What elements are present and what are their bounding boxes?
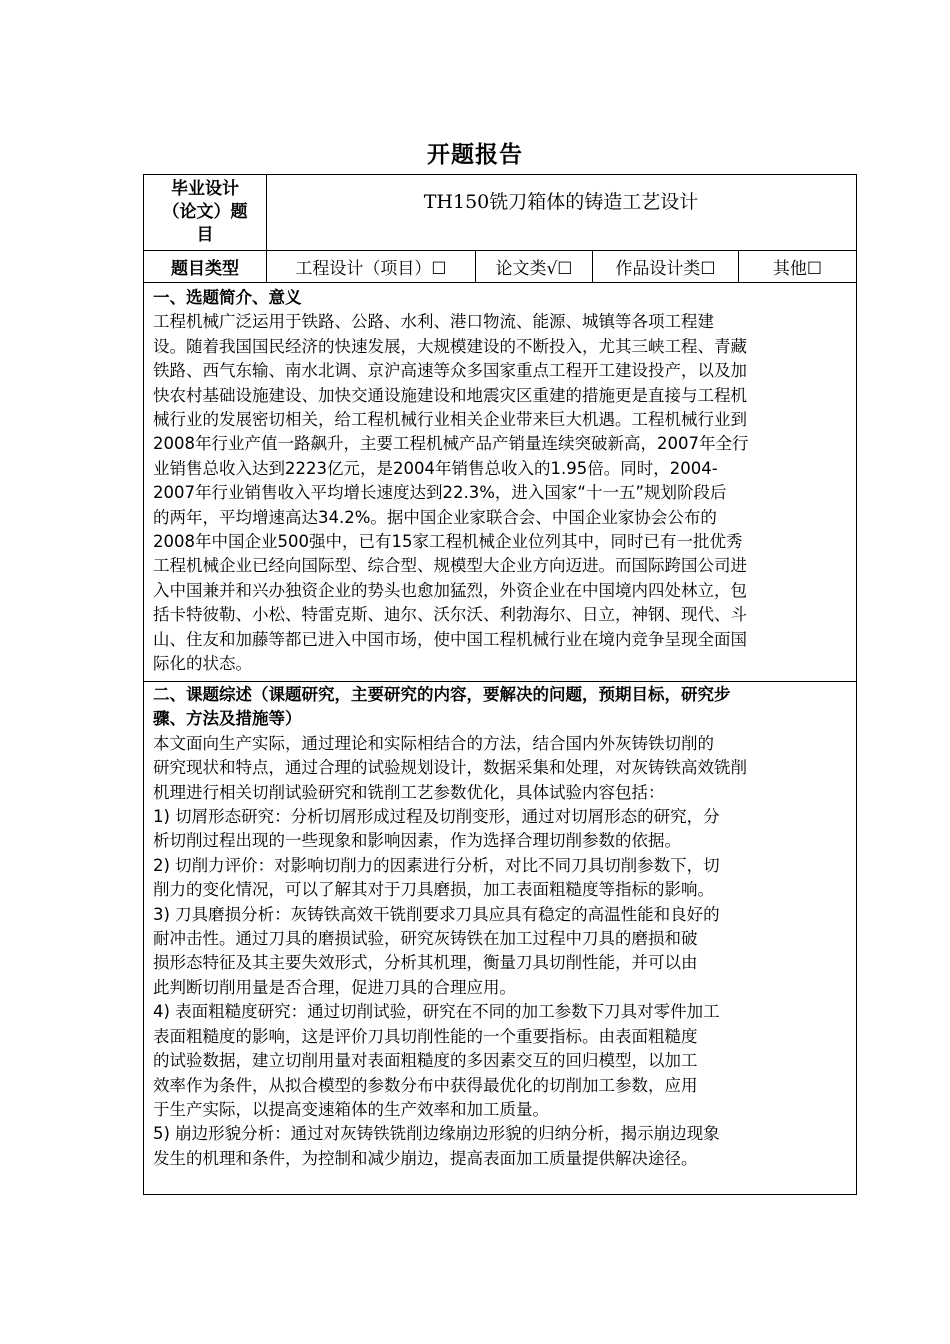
paragraph-line: 业销售总收入达到2223亿元，是2004年销售总收入的1.95倍。同时，2004-	[153, 458, 718, 478]
paragraph-line: 快农村基础设施建设、加快交通设施建设和地震灾区重建的措施更是直接与工程机	[153, 385, 747, 405]
paragraph-line: 的两年，平均增速高达34.2%。据中国企业家联合会、中国企业家协会公布的	[153, 507, 717, 527]
page-title: 开题报告	[427, 142, 523, 168]
paragraph-line: 耐冲击性。通过刀具的磨损试验，研究灰铸铁在加工过程中刀具的磨损和破	[153, 929, 698, 949]
paragraph-line: 发生的机理和条件，为控制和减少崩边，提高表面加工质量提供解决途径。	[153, 1148, 698, 1168]
paragraph-line: 铁路、西气东输、南水北调、京沪高速等众多国家重点工程开工建设投产，以及加	[153, 361, 747, 381]
paragraph-line: 2) 切削力评价：对影响切削力的因素进行分析，对比不同刀具切削参数下，切	[153, 855, 720, 875]
row-divider	[144, 681, 856, 682]
title-label	[144, 175, 266, 250]
title-label-line: 目	[196, 225, 214, 245]
paragraph-line: 此判断切削用量是否合理，促进刀具的合理应用。	[153, 977, 516, 997]
paragraph-line: 工程机械企业已经向国际型、综合型、规模型大企业方向迈进。而国际跨国公司进	[153, 556, 747, 576]
section-heading: 骤、方法及措施等）	[153, 709, 302, 729]
type-option-thesis[interactable]: 论文类√☐	[495, 258, 573, 279]
paragraph-line: 效率作为条件，从拟合模型的参数分布中获得最优化的切削加工参数，应用	[153, 1075, 698, 1095]
paragraph-line: 表面粗糙度的影响，这是评价刀具切削性能的一个重要指标。由表面粗糙度	[153, 1026, 698, 1046]
section-heading: 一、选题简介、意义	[153, 288, 302, 307]
paragraph-line: 工程机械广泛运用于铁路、公路、水利、港口物流、能源、城镇等各项工程建	[153, 312, 714, 332]
paragraph-line: 损形态特征及其主要失效形式，分析其机理，衡量刀具切削性能，并可以由	[153, 953, 698, 973]
paragraph-line: 研究现状和特点，通过合理的试验规划设计，数据采集和处理，对灰铸铁高效铣削	[153, 758, 747, 778]
paragraph-line: 的试验数据，建立切削用量对表面粗糙度的多因素交互的回归模型，以加工	[153, 1051, 698, 1071]
paragraph-line: 5) 崩边形貌分析：通过对灰铸铁铣削边缘崩边形貌的归纳分析，揭示崩边现象	[153, 1124, 720, 1144]
type-option-engineering[interactable]: 工程设计（项目）☐	[295, 258, 447, 279]
section-overview	[144, 683, 856, 1171]
paragraph-line: 1) 切屑形态研究：分析切屑形成过程及切削变形，通过对切屑形态的研究，分	[153, 807, 720, 827]
title-label-line: （论文）题	[162, 202, 248, 222]
type-label: 题目类型	[171, 258, 239, 279]
type-option-other[interactable]: 其他☐	[772, 258, 823, 279]
paragraph-line: 3) 刀具磨损分析：灰铸铁高效干铣削要求刀具应具有稳定的高温性能和良好的	[153, 904, 720, 924]
paragraph-line: 4) 表面粗糙度研究：通过切削试验，研究在不同的加工参数下刀具对零件加工	[153, 1002, 720, 1022]
type-option-work-design[interactable]: 作品设计类☐	[615, 258, 716, 279]
row-divider	[144, 282, 856, 283]
paragraph-line: 入中国兼并和兴办独资企业的势头也愈加猛烈，外资企业在中国境内四处林立，包	[153, 580, 747, 600]
paragraph-line: 削力的变化情况，可以了解其对于刀具磨损，加工表面粗糙度等指标的影响。	[153, 880, 714, 900]
title-label-line: 毕业设计	[171, 179, 239, 199]
paragraph-line: 析切削过程出现的一些现象和影响因素，作为选择合理切削参数的依据。	[153, 831, 681, 851]
thesis-title: TH150铣刀箱体的铸造工艺设计	[423, 191, 699, 213]
section-heading: 二、课题综述（课题研究，主要研究的内容，要解决的问题，预期目标，研究步	[153, 685, 731, 704]
paragraph-line: 械行业的发展密切相关，给工程机械行业相关企业带来巨大机遇。工程机械行业到	[153, 410, 747, 430]
paragraph-line: 括卡特彼勒、小松、特雷克斯、迪尔、沃尔沃、利勃海尔、日立，神钢、现代、斗	[153, 605, 747, 625]
paragraph-line: 设。随着我国国民经济的快速发展，大规模建设的不断投入，尤其三峡工程、青藏	[153, 336, 747, 356]
paragraph-line: 山、住友和加藤等都已进入中国市场，使中国工程机械行业在境内竞争呈现全面国	[153, 629, 747, 649]
proposal-form	[143, 174, 857, 1195]
section-introduction	[144, 286, 856, 677]
paragraph-line: 本文面向生产实际，通过理论和实际相结合的方法，结合国内外灰铸铁切削的	[153, 733, 714, 753]
paragraph-line: 2008年中国企业500强中，已有15家工程机械企业位列其中，同时已有一批优秀	[153, 532, 743, 552]
paragraph-line: 2008年行业产值一路飙升，主要工程机械产品产销量连续突破新高，2007年全行	[153, 434, 749, 454]
paragraph-line: 机理进行相关切削试验研究和铣削工艺参数优化，具体试验内容包括：	[153, 782, 665, 802]
paragraph-line: 于生产实际，以提高变速箱体的生产效率和加工质量。	[153, 1099, 549, 1119]
paragraph-line: 际化的状态。	[153, 654, 252, 674]
paragraph-line: 2007年行业销售收入平均增长速度达到22.3%，进入国家“十一五”规划阶段后	[153, 483, 727, 503]
